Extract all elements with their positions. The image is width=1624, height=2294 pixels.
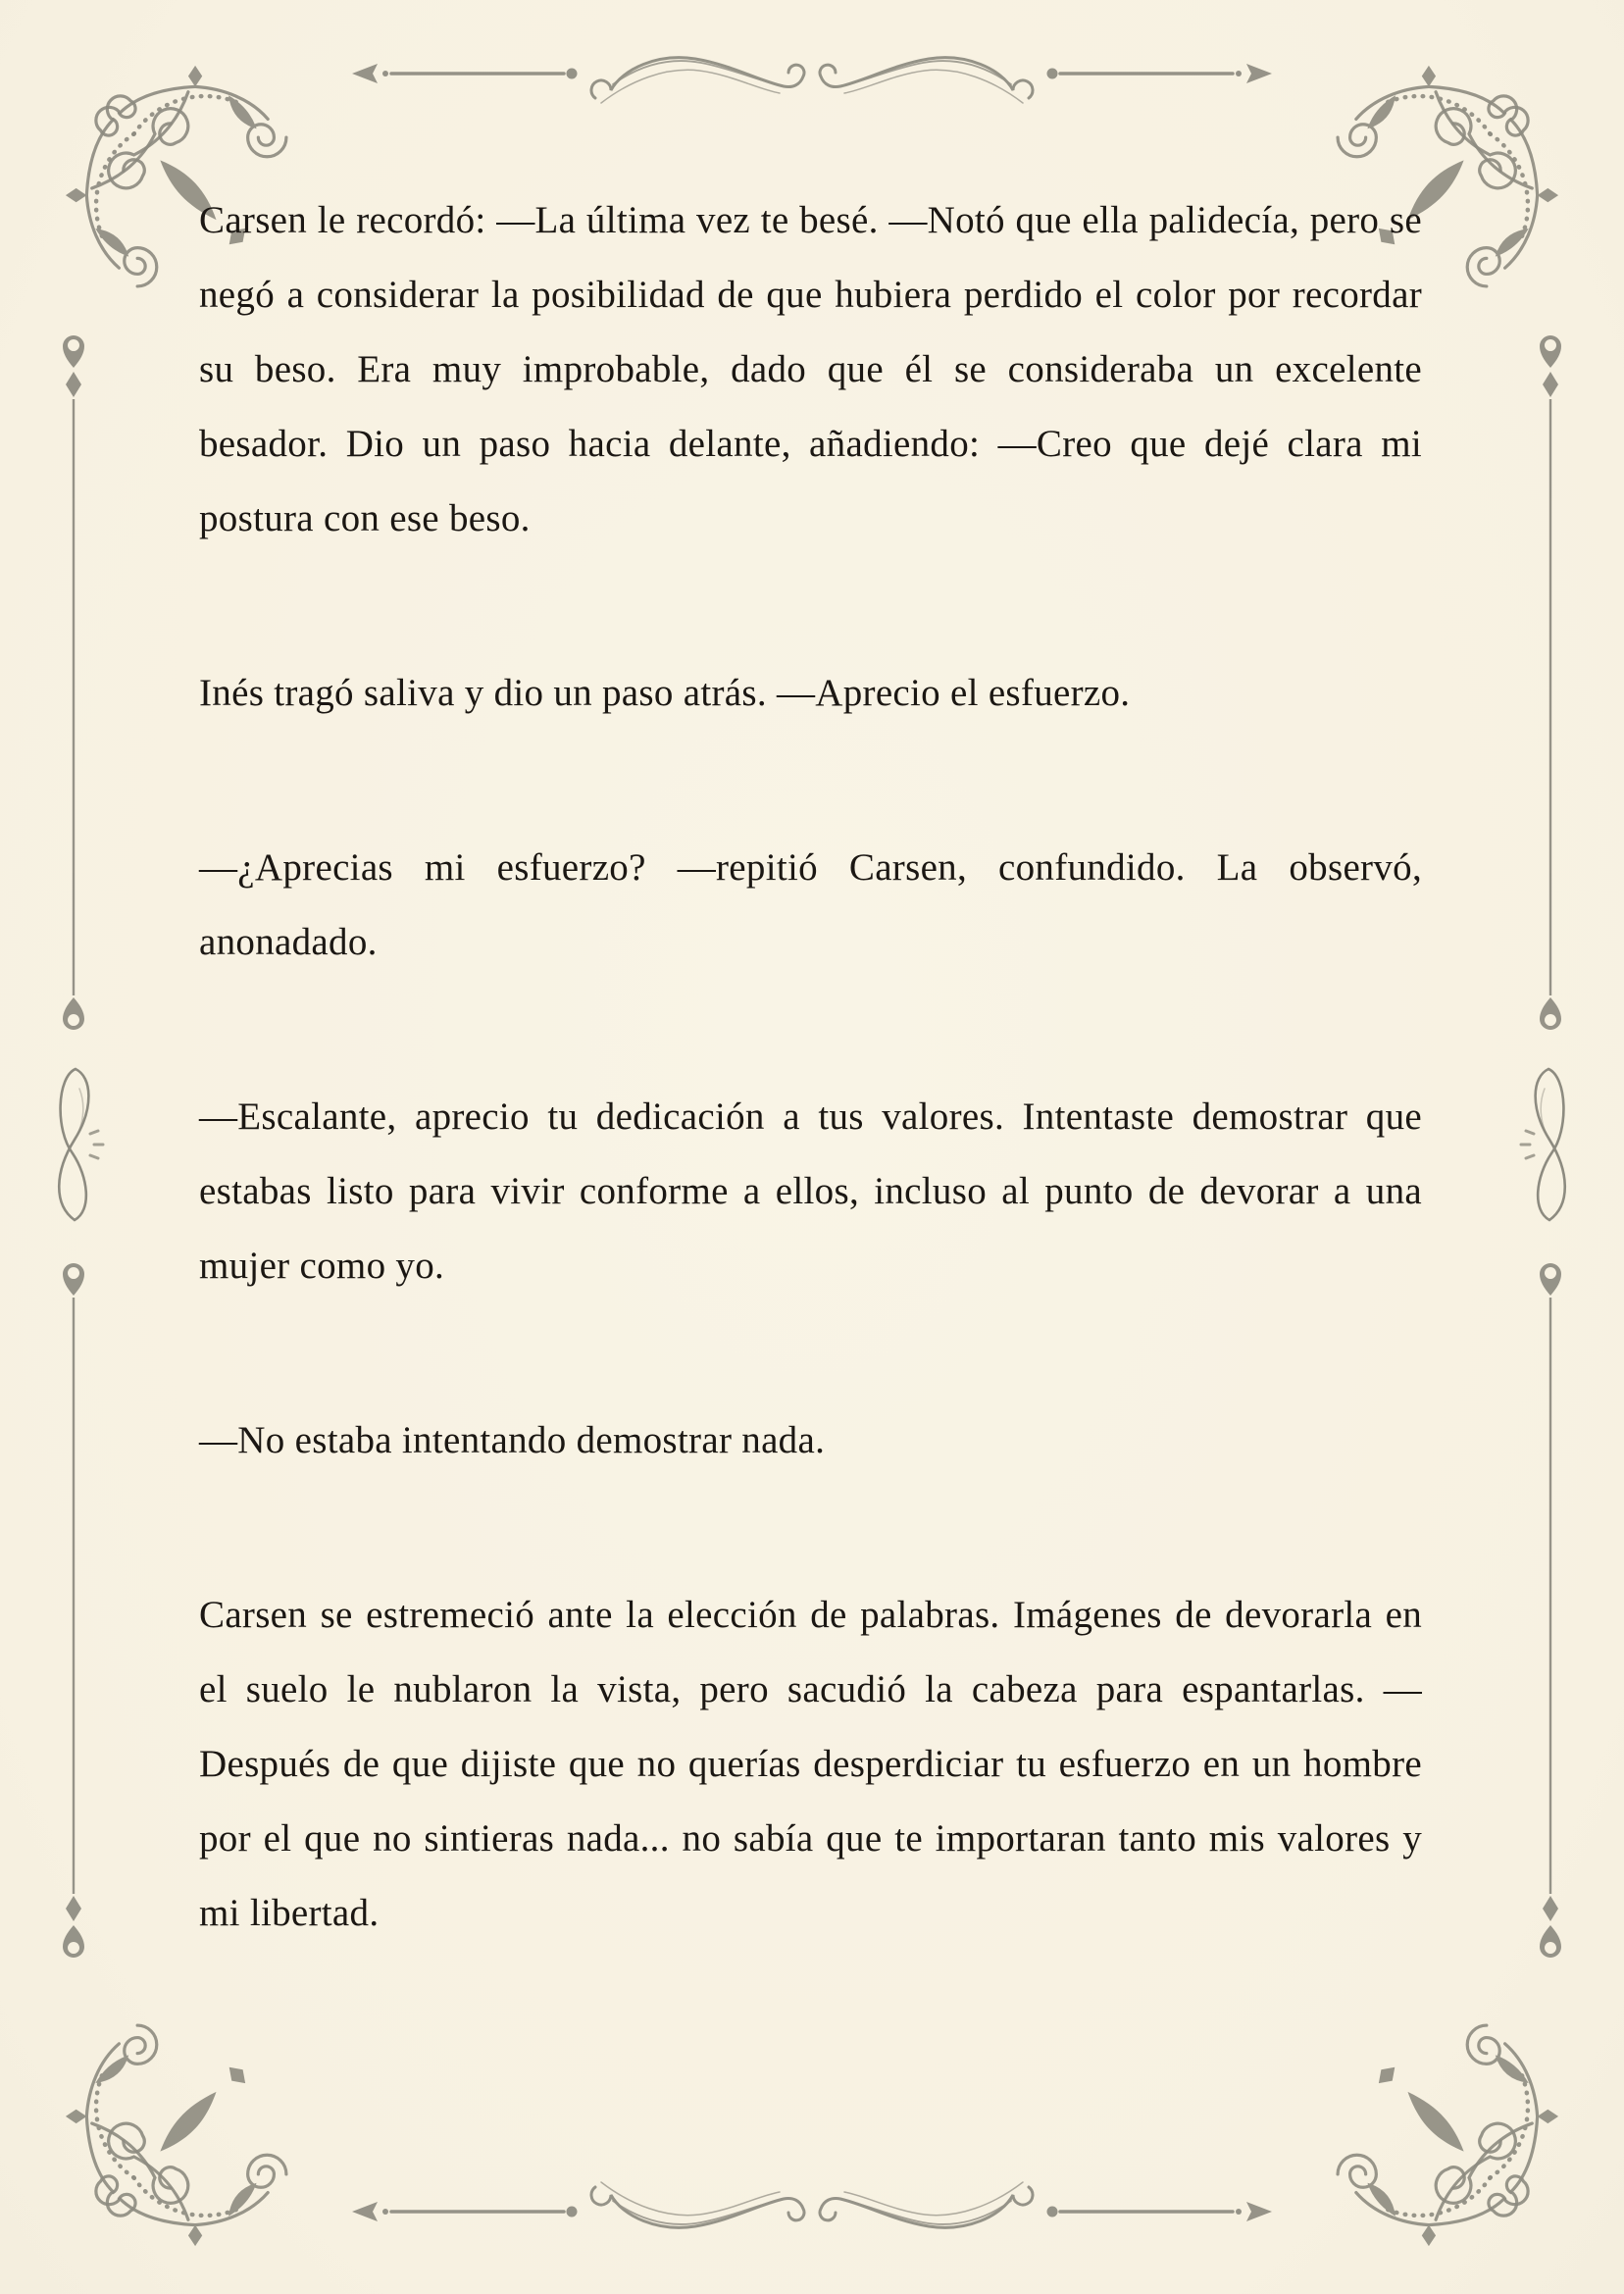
side-rule-icon bbox=[1531, 1258, 1570, 1964]
side-rule-icon bbox=[54, 1258, 93, 1964]
paragraph: Inés tragó saliva y dio un paso atrás. —Aprecio el esfuerzo. bbox=[199, 672, 1131, 714]
figure-eight-swirl-icon bbox=[1518, 1061, 1581, 1238]
page-text bbox=[199, 183, 1422, 2051]
paragraph: Carsen se estremeció ante la elección de palabras. Imágenes de devorarla en el suelo le nublaron la vista, pero sacudió la cabeza para espantarlas. —Después de que dijiste que no querías desperdiciar tu esfuerzo en un hombre por el que no sintieras nada... no sabía que te importaran tanto mis valores y mi libertad. bbox=[199, 1594, 1422, 1934]
swash-divider-icon bbox=[346, 29, 1278, 118]
side-rule-icon bbox=[1531, 329, 1570, 1035]
paragraph: —Escalante, aprecio tu dedicación a tus valores. Intentaste demostrar que estabas listo para vivir conforme a ellos, incluso al punto de devorar a una mujer como yo. bbox=[199, 1096, 1422, 1287]
side-rule-icon bbox=[54, 329, 93, 1035]
paragraph: Carsen le recordó: —La última vez te besé. —Notó que ella palidecía, pero se negó a considerar la posibilidad de que hubiera perdido el color por recordar su beso. Era muy improbable, dado que él se consideraba un excelente besador. Dio un paso hacia delante, añadiendo: —Creo que dejé clara mi postura con ese beso. bbox=[199, 199, 1422, 539]
paragraph: —¿Aprecias mi esfuerzo? —repitió Carsen, confundido. La observó, anonadado. bbox=[199, 846, 1422, 963]
paragraph: —No estaba intentando demostrar nada. bbox=[199, 1419, 826, 1461]
figure-eight-swirl-icon bbox=[43, 1061, 106, 1238]
swash-divider-icon bbox=[346, 2167, 1278, 2256]
